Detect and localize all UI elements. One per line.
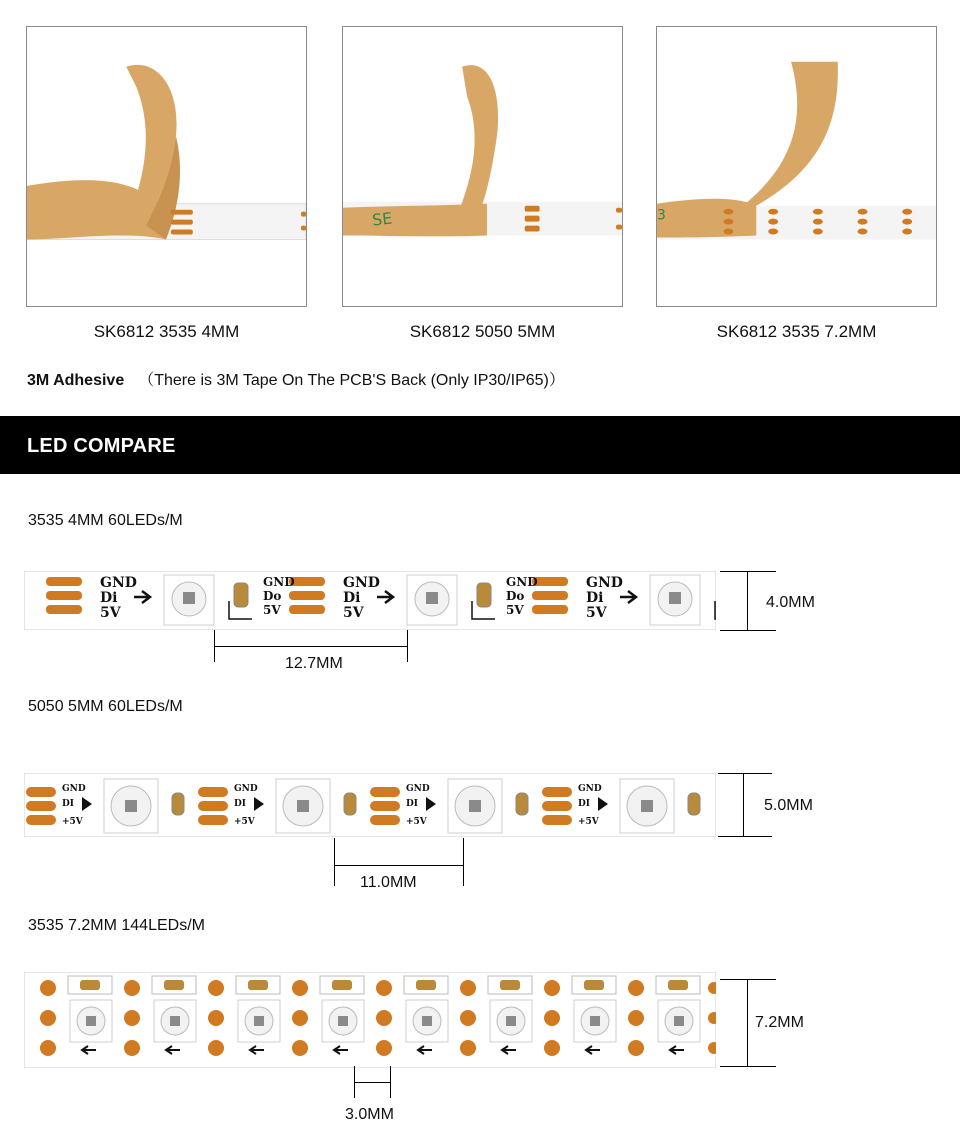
product-caption: SK6812 5050 5MM bbox=[409, 322, 556, 341]
led-die bbox=[183, 592, 195, 604]
strip-photo-illustration bbox=[343, 27, 622, 306]
pad-label: Di bbox=[586, 590, 604, 606]
width-label: 7.2MM bbox=[755, 1014, 804, 1031]
width-label: 4.0MM bbox=[766, 594, 815, 611]
pad-label: GND bbox=[100, 575, 137, 591]
section-header bbox=[0, 416, 960, 474]
solder-pad bbox=[544, 1010, 560, 1026]
solder-pad bbox=[532, 591, 568, 600]
pad-label: DI bbox=[62, 799, 75, 809]
solder-pad bbox=[26, 801, 56, 811]
capacitor bbox=[584, 980, 604, 990]
led-die bbox=[170, 1016, 180, 1026]
pad-label: 5V bbox=[586, 605, 607, 621]
pad-label: Di bbox=[343, 590, 361, 606]
pad-label: GND bbox=[586, 575, 623, 591]
solder-pad bbox=[40, 980, 56, 996]
product-photo-5050-5mm bbox=[342, 26, 623, 307]
solder-pad bbox=[460, 980, 476, 996]
solder-pad bbox=[628, 1010, 644, 1026]
led-die bbox=[426, 592, 438, 604]
capacitor bbox=[248, 980, 268, 990]
pad-label: +5V bbox=[578, 817, 599, 827]
capacitor bbox=[164, 980, 184, 990]
solder-pad bbox=[46, 577, 82, 586]
pad-label: 5V bbox=[506, 603, 524, 617]
capacitor bbox=[234, 583, 248, 607]
solder-pad bbox=[544, 980, 560, 996]
capacitor bbox=[516, 793, 528, 815]
led-die bbox=[590, 1016, 600, 1026]
pitch-label: 11.0MM bbox=[360, 874, 417, 891]
solder-pad bbox=[376, 1010, 392, 1026]
capacitor bbox=[500, 980, 520, 990]
pad-label: Do bbox=[263, 589, 282, 603]
solder-pad bbox=[198, 787, 228, 797]
pad-label: Do bbox=[506, 589, 525, 603]
solder-pad bbox=[26, 787, 56, 797]
led-die bbox=[469, 800, 481, 812]
pad-label: +5V bbox=[406, 817, 427, 827]
strip-diagram-illustration bbox=[24, 773, 716, 837]
led-die bbox=[641, 800, 653, 812]
led-die bbox=[86, 1016, 96, 1026]
section-title: LED COMPARE bbox=[27, 435, 176, 457]
pad-label: GND bbox=[406, 784, 430, 794]
capacitor bbox=[80, 980, 100, 990]
solder-pad bbox=[292, 1010, 308, 1026]
led-die bbox=[254, 1016, 264, 1026]
solder-pad bbox=[460, 1010, 476, 1026]
solder-pad bbox=[46, 605, 82, 614]
led-die bbox=[125, 800, 137, 812]
solder-pad bbox=[124, 1040, 140, 1056]
strip-photo-illustration bbox=[27, 27, 306, 306]
pad-label: 5V bbox=[263, 603, 281, 617]
solder-pad bbox=[542, 801, 572, 811]
product-photo-3535-4mm bbox=[26, 26, 307, 307]
solder-pad bbox=[208, 980, 224, 996]
solder-pad bbox=[628, 980, 644, 996]
capacitor bbox=[416, 980, 436, 990]
pad-label: DI bbox=[578, 799, 591, 809]
solder-pad bbox=[542, 815, 572, 825]
solder-pad bbox=[370, 815, 400, 825]
pad-label: GND bbox=[234, 784, 258, 794]
solder-pad bbox=[40, 1040, 56, 1056]
product-caption: SK6812 3535 7.2MM bbox=[716, 322, 877, 341]
adhesive-description: （There is 3M Tape On The PCB'S Back (Only IP30/IP65)） bbox=[138, 372, 565, 389]
solder-pad bbox=[46, 591, 82, 600]
pad-label: DI bbox=[234, 799, 247, 809]
pad-label: +5V bbox=[234, 817, 255, 827]
solder-pad bbox=[292, 980, 308, 996]
solder-pad bbox=[532, 605, 568, 614]
led-die bbox=[422, 1016, 432, 1026]
svg-text:SE: SE bbox=[371, 208, 394, 230]
led-die bbox=[674, 1016, 684, 1026]
solder-pad bbox=[292, 1040, 308, 1056]
strip-photo-illustration bbox=[657, 27, 936, 306]
strip-diagram-illustration bbox=[24, 972, 716, 1068]
solder-pad bbox=[124, 980, 140, 996]
solder-pad bbox=[460, 1040, 476, 1056]
product-photo-3535-7mm bbox=[656, 26, 937, 307]
solder-pad bbox=[124, 1010, 140, 1026]
pad-label: GND bbox=[506, 575, 538, 589]
solder-pad bbox=[40, 1010, 56, 1026]
solder-pad bbox=[208, 1010, 224, 1026]
adhesive-note bbox=[27, 367, 565, 390]
capacitor bbox=[688, 793, 700, 815]
strip-diagram-illustration bbox=[24, 571, 716, 630]
pad-label: DI bbox=[406, 799, 419, 809]
strip-diagram-5050-5mm bbox=[24, 773, 716, 837]
solder-pad bbox=[198, 801, 228, 811]
solder-pad bbox=[208, 1040, 224, 1056]
pad-label: GND bbox=[263, 575, 295, 589]
solder-pad bbox=[376, 980, 392, 996]
solder-pad bbox=[544, 1040, 560, 1056]
strip-diagram-3535-4mm bbox=[24, 571, 716, 630]
strip-title: 5050 5MM 60LEDs/M bbox=[28, 698, 183, 715]
strip-title: 3535 7.2MM 144LEDs/M bbox=[28, 917, 205, 934]
pad-label: GND bbox=[578, 784, 602, 794]
solder-pad bbox=[376, 1040, 392, 1056]
capacitor bbox=[668, 980, 688, 990]
solder-pad bbox=[542, 787, 572, 797]
pad-label: 5V bbox=[100, 605, 121, 621]
solder-pad bbox=[198, 815, 228, 825]
svg-text:3: 3 bbox=[657, 207, 666, 224]
pitch-label: 3.0MM bbox=[345, 1106, 394, 1123]
width-label: 5.0MM bbox=[764, 797, 813, 814]
pad-label: Di bbox=[100, 590, 118, 606]
led-die bbox=[338, 1016, 348, 1026]
capacitor bbox=[477, 583, 491, 607]
solder-pad bbox=[26, 815, 56, 825]
capacitor bbox=[172, 793, 184, 815]
strip-title: 3535 4MM 60LEDs/M bbox=[28, 512, 183, 529]
led-die bbox=[297, 800, 309, 812]
solder-pad bbox=[289, 605, 325, 614]
capacitor bbox=[332, 980, 352, 990]
solder-pad bbox=[289, 591, 325, 600]
led-die bbox=[669, 592, 681, 604]
adhesive-label: 3M Adhesive bbox=[27, 372, 125, 389]
pad-label: 5V bbox=[343, 605, 364, 621]
pad-label: +5V bbox=[62, 817, 83, 827]
solder-pad bbox=[370, 801, 400, 811]
solder-pad bbox=[628, 1040, 644, 1056]
product-caption: SK6812 3535 4MM bbox=[93, 322, 240, 341]
capacitor bbox=[344, 793, 356, 815]
pitch-label: 12.7MM bbox=[285, 655, 343, 672]
strip-diagram-3535-7mm bbox=[24, 972, 716, 1068]
solder-pad bbox=[370, 787, 400, 797]
pad-label: GND bbox=[62, 784, 86, 794]
led-die bbox=[506, 1016, 516, 1026]
pad-label: GND bbox=[343, 575, 380, 591]
